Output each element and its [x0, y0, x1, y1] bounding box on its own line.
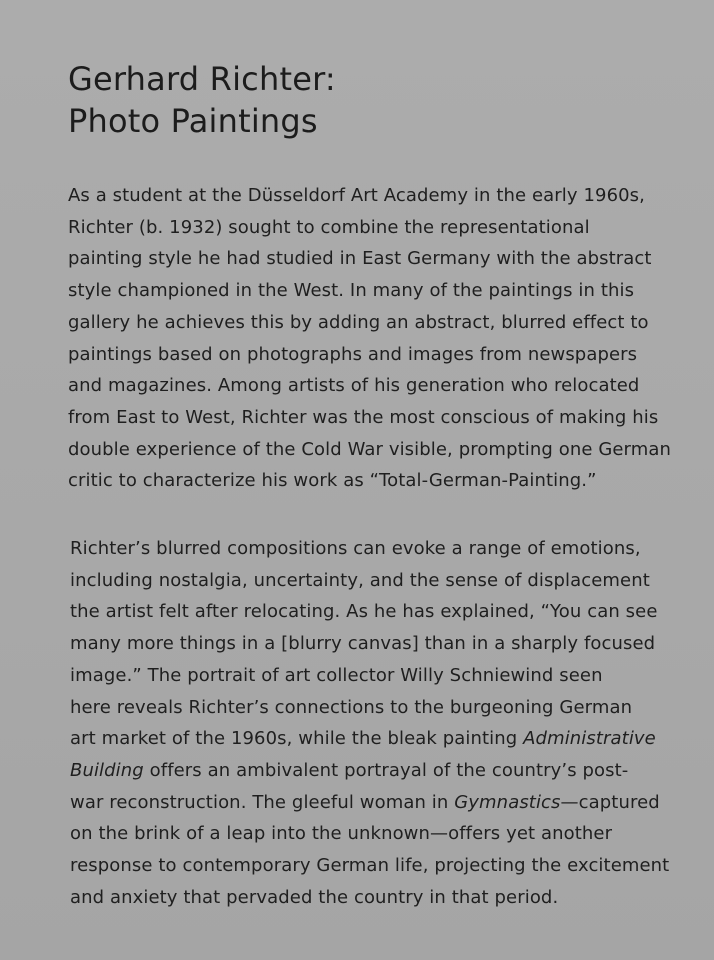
- paragraph-2-line: response to contemporary German life, projecting the excitement: [70, 855, 670, 877]
- paragraph-1-line: double experience of the Cold War visible, prompting one German: [68, 438, 672, 460]
- paragraph-1-line: paintings based on photographs and images from newspapers: [68, 343, 638, 365]
- paragraph-2-line: the artist felt after relocating. As he has explained, “You can see: [70, 601, 658, 623]
- paragraph-2-line: many more things in a [blurry canvas] than in a sharply focused: [70, 633, 656, 655]
- paragraph-1-line: style championed in the West. In many of the paintings in this: [68, 280, 635, 302]
- paragraph-2-line: on the brink of a leap into the unknown—offers yet another: [70, 823, 613, 845]
- line-text: —captured: [560, 791, 660, 813]
- paragraph-2-line: [70, 787, 669, 819]
- paragraph-1-line: As a student at the Düsseldorf Art Academy in the early 1960s,: [68, 185, 645, 206]
- paragraph-2-line: Richter’s blurred compositions can evoke a range of emotions,: [70, 538, 641, 559]
- title-line-1: Gerhard Richter:: [68, 60, 336, 98]
- paragraph-1-line: Richter (b. 1932) sought to combine the representational: [68, 216, 590, 238]
- paragraph-1-line: gallery he achieves this by adding an abstract, blurred effect to: [68, 311, 649, 333]
- paragraph-2-line: [70, 755, 669, 787]
- paragraph-2-line: and anxiety that pervaded the country in that period.: [70, 886, 559, 908]
- page-title: [68, 58, 678, 142]
- paragraph-1-line: critic to characterize his work as “Total-German-Painting.”: [68, 470, 597, 492]
- wall-text-panel: [68, 58, 678, 908]
- paragraph-1-line: and magazines. Among artists of his generation who relocated: [68, 375, 640, 397]
- paragraph-2-line: image.” The portrait of art collector Willy Schniewind seen: [70, 664, 603, 686]
- title-line-2: Photo Paintings: [68, 102, 318, 140]
- artwork-title-building: Building: [70, 759, 144, 781]
- paragraph-1: [68, 180, 671, 497]
- line-text: war reconstruction. The gleeful woman in: [70, 791, 455, 813]
- artwork-title-administrative: Administrative: [523, 728, 656, 750]
- line-text: offers an ambivalent portrayal of the country’s post-: [143, 759, 629, 781]
- paragraph-1-line: painting style he had studied in East Germany with the abstract: [68, 248, 652, 270]
- paragraph-1-line: from East to West, Richter was the most conscious of making his: [68, 406, 659, 428]
- artwork-title-gymnastics: Gymnastics: [454, 791, 561, 813]
- paragraph-2-line: here reveals Richter’s connections to the burgeoning German: [70, 696, 633, 718]
- paragraph-2-line: [70, 723, 669, 755]
- line-text: art market of the 1960s, while the bleak painting: [70, 728, 524, 750]
- paragraph-2-line: including nostalgia, uncertainty, and the sense of displacement: [70, 569, 650, 591]
- paragraph-2: [70, 533, 669, 913]
